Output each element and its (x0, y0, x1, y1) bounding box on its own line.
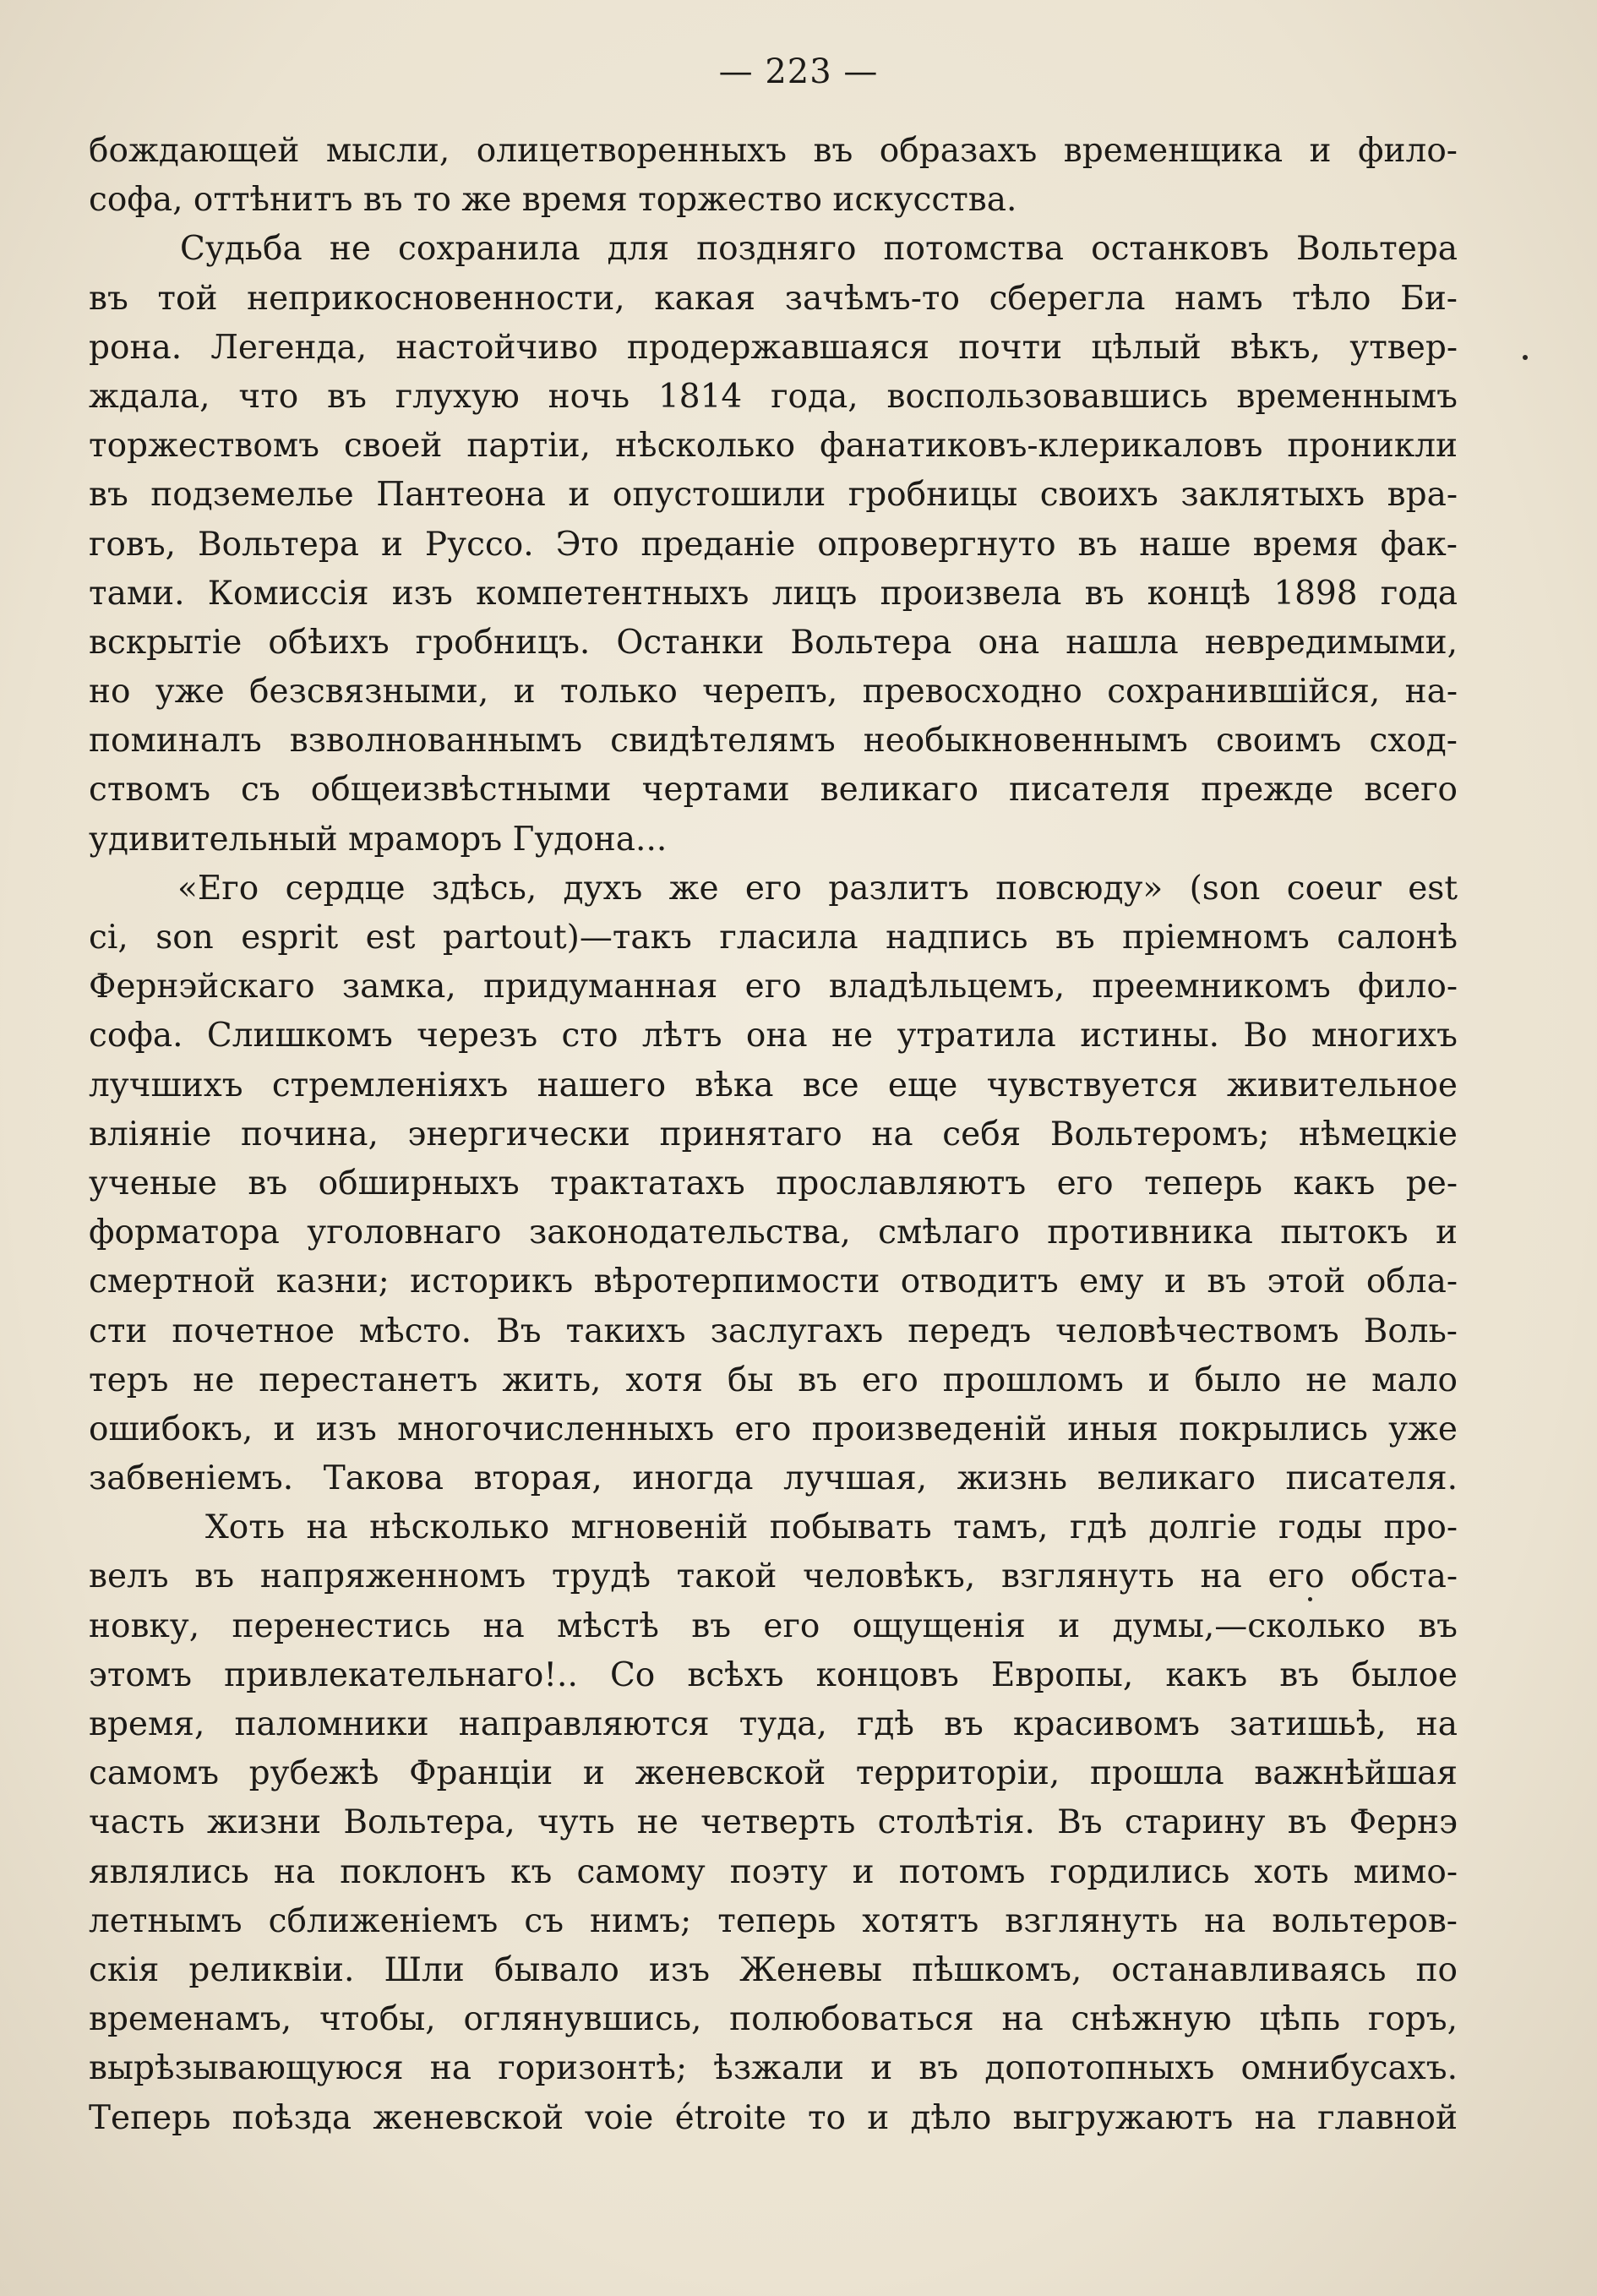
text-line: этомъ привлекательнаго!.. Со всѣхъ концовъ Европы, какъ въ былое (89, 1655, 1458, 1694)
text-line: торжествомъ своей партіи, нѣсколько фанатиковъ-клерикаловъ проникли (89, 427, 1458, 466)
text-line: софа, оттѣнитъ въ то же время торжество искусства. (89, 181, 1017, 220)
text-line: скія реликвіи. Шли бывало изъ Женевы пѣшкомъ, останавливаясь по (89, 1950, 1458, 1989)
body-text (89, 127, 1458, 2143)
text-line: сти почетное мѣсто. Въ такихъ заслугахъ передъ человѣчествомъ Воль- (89, 1312, 1458, 1350)
text-line: лучшихъ стремленіяхъ нашего вѣка все еще чувствуется живительное (89, 1066, 1458, 1104)
text-line: новку, перенестись на мѣстѣ въ его ощущенія и думы,—сколько въ (89, 1606, 1458, 1645)
text-line: Хоть на нѣсколько мгновеній побывать тамъ, гдѣ долгіе годы про- (205, 1508, 1458, 1547)
text-line: временамъ, чтобы, оглянувшись, полюбоваться на снѣжную цѣпь горъ, (89, 2000, 1458, 2039)
text-line: велъ въ напряженномъ трудѣ такой человѣкъ, взглянуть на его обста- (89, 1557, 1458, 1596)
text-line: говъ, Вольтера и Руссо. Это преданіе опровергнуто въ наше время фак- (89, 525, 1458, 564)
text-line: являлись на поклонъ къ самому поэту и потомъ гордились хоть мимо- (89, 1852, 1458, 1891)
text-line: самомъ рубежѣ Франціи и женевской территоріи, прошла важнѣйшая (89, 1754, 1458, 1793)
text-line: Теперь поѣзда женевской voie étroite то и дѣло выгружаютъ на главной (89, 2098, 1458, 2137)
text-line: поминалъ взволнованнымъ свидѣтелямъ необыкновеннымъ своимъ сход- (89, 722, 1458, 761)
text-line: тами. Комиссія изъ компетентныхъ лицъ произвела въ концѣ 1898 года (89, 574, 1458, 613)
text-line: удивительный мраморъ Гудона... (89, 820, 668, 859)
text-line: летнымъ сближеніемъ съ нимъ; теперь хотятъ взглянуть на вольтеров- (89, 1901, 1458, 1940)
text-line: въ подземелье Пантеона и опустошили гробницы своихъ заклятыхъ вра- (89, 476, 1458, 515)
text-line: теръ не перестанетъ жить, хотя бы въ его прошломъ и было не мало (89, 1361, 1458, 1399)
text-line: ci, son esprit est partout)—такъ гласила надпись въ пріемномъ салонѣ (89, 919, 1458, 957)
ink-speck (1308, 1597, 1312, 1601)
ink-speck (1523, 355, 1528, 360)
text-line: ждала, что въ глухую ночь 1814 года, воспользовавшись временнымъ (89, 377, 1458, 416)
text-line: ошибокъ, и изъ многочисленныхъ его произведеній иныя покрылись уже (89, 1410, 1458, 1448)
text-line: софа. Слишкомъ черезъ сто лѣтъ она не утратила истины. Во многихъ (89, 1017, 1458, 1055)
text-line: забвеніемъ. Такова вторая, иногда лучшая, жизнь великаго писателя. (89, 1459, 1458, 1498)
text-line: ствомъ съ общеизвѣстными чертами великаго писателя прежде всего (89, 771, 1458, 810)
text-line: «Его сердце здѣсь, духъ же его разлитъ повсюду» (son coeur est (177, 869, 1458, 908)
text-line: форматора уголовнаго законодательства, смѣлаго противника пытокъ и (89, 1213, 1458, 1252)
text-line: Фернэйскаго замка, придуманная его владѣльцемъ, преемникомъ фило- (89, 968, 1458, 1006)
text-line: вліяніе почина, энергически принятаго на себя Вольтеромъ; нѣмецкіе (89, 1115, 1458, 1153)
text-line: Судьба не сохранила для поздняго потомства останковъ Вольтера (180, 230, 1458, 269)
text-line: вскрытіе обѣихъ гробницъ. Останки Вольтера она нашла невредимыми, (89, 623, 1458, 662)
text-line: смертной казни; историкъ вѣротерпимости отводитъ ему и въ этой обла- (89, 1263, 1458, 1301)
text-line: часть жизни Вольтера, чуть не четверть столѣтія. Въ старину въ Фернэ (89, 1803, 1458, 1842)
page-number: — 223 — (718, 52, 879, 91)
text-line: бождающей мысли, олицетворенныхъ въ образахъ временщика и фило- (89, 132, 1458, 170)
text-line: время, паломники направляются туда, гдѣ въ красивомъ затишьѣ, на (89, 1705, 1458, 1743)
text-line: рона. Легенда, настойчиво продержавшаяся почти цѣлый вѣкъ, утвер- (89, 328, 1458, 367)
text-line: въ той неприкосновенности, какая зачѣмъ-то сберегла намъ тѣло Би- (89, 279, 1458, 318)
text-line: вырѣзывающуюся на горизонтѣ; ѣзжали и въ допотопныхъ омнибусахъ. (89, 2049, 1458, 2088)
text-line: но уже безсвязными, и только черепъ, превосходно сохранившійся, на- (89, 673, 1458, 712)
text-line: ученые въ обширныхъ трактатахъ прославляютъ его теперь какъ ре- (89, 1164, 1458, 1203)
